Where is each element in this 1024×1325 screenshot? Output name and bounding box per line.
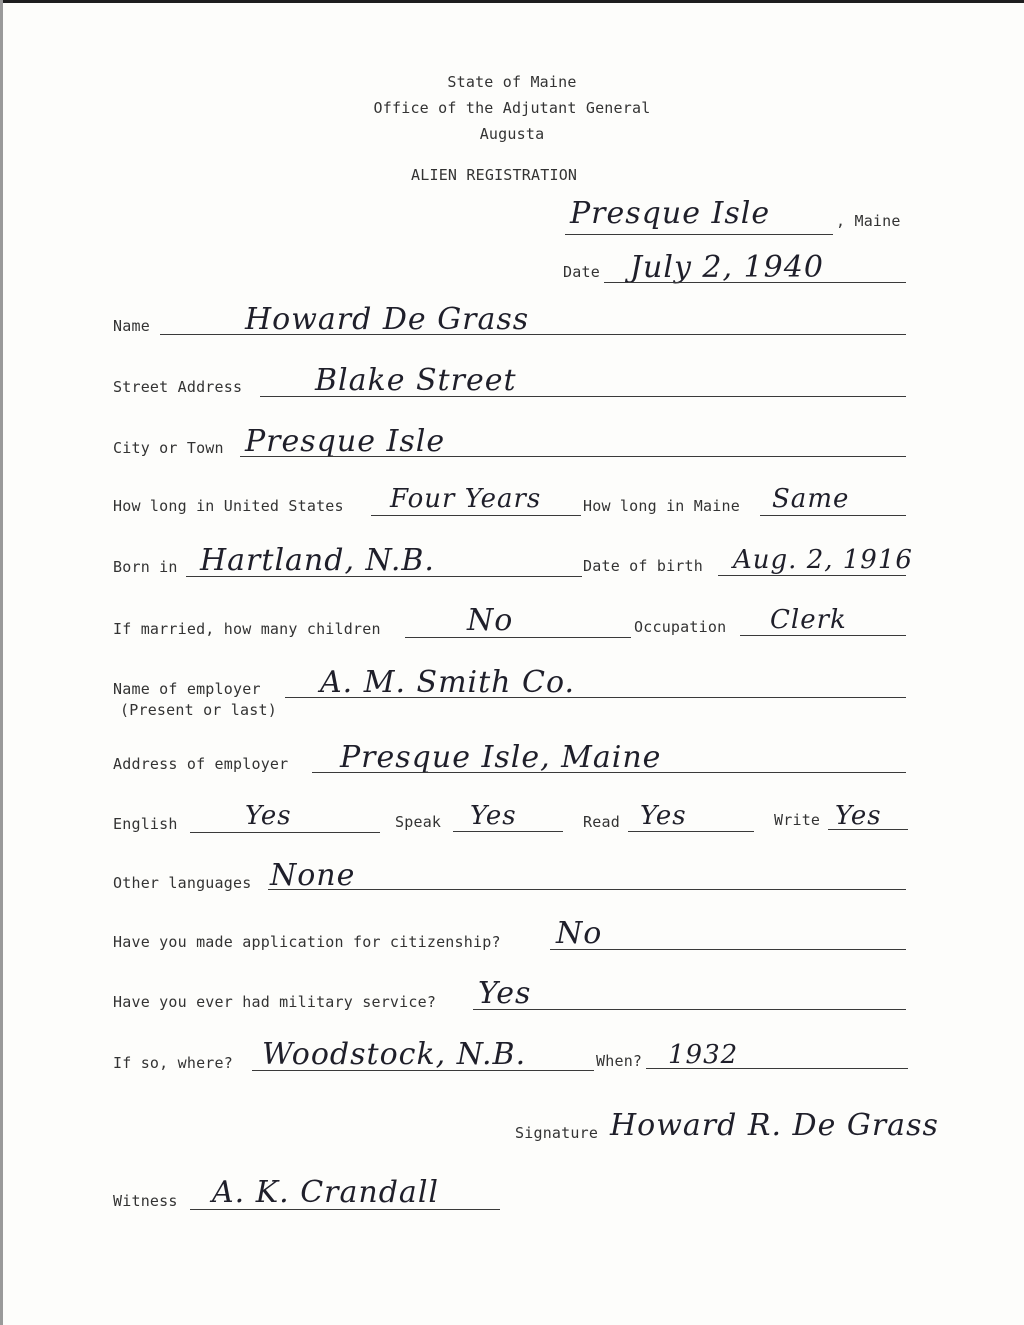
citizenship-value: No: [556, 916, 603, 951]
witness-label: Witness: [113, 1192, 178, 1210]
other-languages-label: Other languages: [113, 874, 252, 892]
how-long-maine-label: How long in Maine: [583, 497, 740, 515]
header-state: State of Maine: [447, 73, 577, 91]
write-label: Write: [774, 811, 821, 829]
when-value: 1932: [668, 1040, 739, 1070]
header-city: Augusta: [479, 125, 545, 143]
military-value: Yes: [478, 976, 532, 1011]
city-value: Presque Isle: [245, 424, 446, 459]
name-value: Howard De Grass: [245, 302, 530, 337]
read-line: [628, 831, 754, 832]
employer-value: A. M. Smith Co.: [320, 665, 576, 700]
other-languages-value: None: [270, 858, 356, 893]
when-label: When?: [596, 1052, 643, 1070]
employer-address-label: Address of employer: [113, 755, 289, 773]
name-line: [160, 334, 906, 335]
scan-border-top: [0, 0, 1024, 3]
occupation-line: [740, 635, 906, 636]
citizenship-label: Have you made application for citizenship?: [113, 933, 501, 951]
military-label: Have you ever had military service?: [113, 993, 437, 1011]
born-in-value: Hartland, N.B.: [200, 543, 435, 578]
english-value: Yes: [245, 801, 292, 831]
witness-value: A. K. Crandall: [212, 1175, 440, 1210]
how-long-us-line: [371, 515, 581, 516]
when-line: [646, 1068, 908, 1069]
street-address-value: Blake Street: [315, 363, 517, 398]
date-line: [604, 282, 906, 283]
children-label: If married, how many children: [113, 620, 381, 638]
speak-value: Yes: [470, 801, 517, 831]
street-address-line: [260, 396, 906, 397]
place-value: Presque Isle: [570, 196, 771, 231]
english-line: [190, 832, 380, 833]
speak-label: Speak: [395, 813, 442, 831]
witness-line: [190, 1209, 500, 1210]
employer-line: [285, 697, 906, 698]
name-label: Name: [113, 317, 150, 335]
scan-border-left: [0, 0, 3, 1325]
military-line: [473, 1009, 906, 1010]
employer-sublabel: (Present or last): [120, 701, 277, 719]
occupation-value: Clerk: [770, 605, 847, 635]
street-address-label: Street Address: [113, 378, 243, 396]
place-suffix: , Maine: [836, 212, 901, 230]
where-line: [252, 1070, 594, 1071]
employer-address-value: Presque Isle, Maine: [340, 740, 662, 775]
signature-label: Signature: [515, 1124, 599, 1142]
how-long-us-value: Four Years: [390, 484, 542, 514]
signature-value: Howard R. De Grass: [610, 1108, 939, 1143]
how-long-maine-line: [760, 515, 906, 516]
write-line: [828, 829, 908, 830]
born-in-label: Born in: [113, 558, 178, 576]
speak-line: [453, 831, 563, 832]
date-label: Date: [563, 263, 600, 281]
other-languages-line: [268, 889, 906, 890]
where-value: Woodstock, N.B.: [262, 1037, 527, 1072]
where-label: If so, where?: [113, 1054, 233, 1072]
city-line: [240, 456, 906, 457]
english-label: English: [113, 815, 178, 833]
citizenship-line: [550, 949, 906, 950]
how-long-us-label: How long in United States: [113, 497, 344, 515]
write-value: Yes: [835, 801, 882, 831]
date-of-birth-value: Aug. 2, 1916: [733, 545, 913, 575]
date-of-birth-line: [718, 575, 906, 576]
date-value: July 2, 1940: [630, 250, 824, 285]
form-title: ALIEN REGISTRATION: [411, 166, 578, 184]
employer-label: Name of employer: [113, 680, 261, 698]
occupation-label: Occupation: [634, 618, 727, 636]
born-in-line: [186, 576, 582, 577]
employer-address-line: [312, 772, 906, 773]
place-line: [565, 234, 833, 235]
city-label: City or Town: [113, 439, 224, 457]
children-line: [405, 637, 631, 638]
header-office: Office of the Adjutant General: [373, 99, 651, 117]
read-value: Yes: [640, 801, 687, 831]
read-label: Read: [583, 813, 620, 831]
children-value: No: [467, 603, 514, 638]
date-of-birth-label: Date of birth: [583, 557, 703, 575]
how-long-maine-value: Same: [772, 484, 850, 514]
